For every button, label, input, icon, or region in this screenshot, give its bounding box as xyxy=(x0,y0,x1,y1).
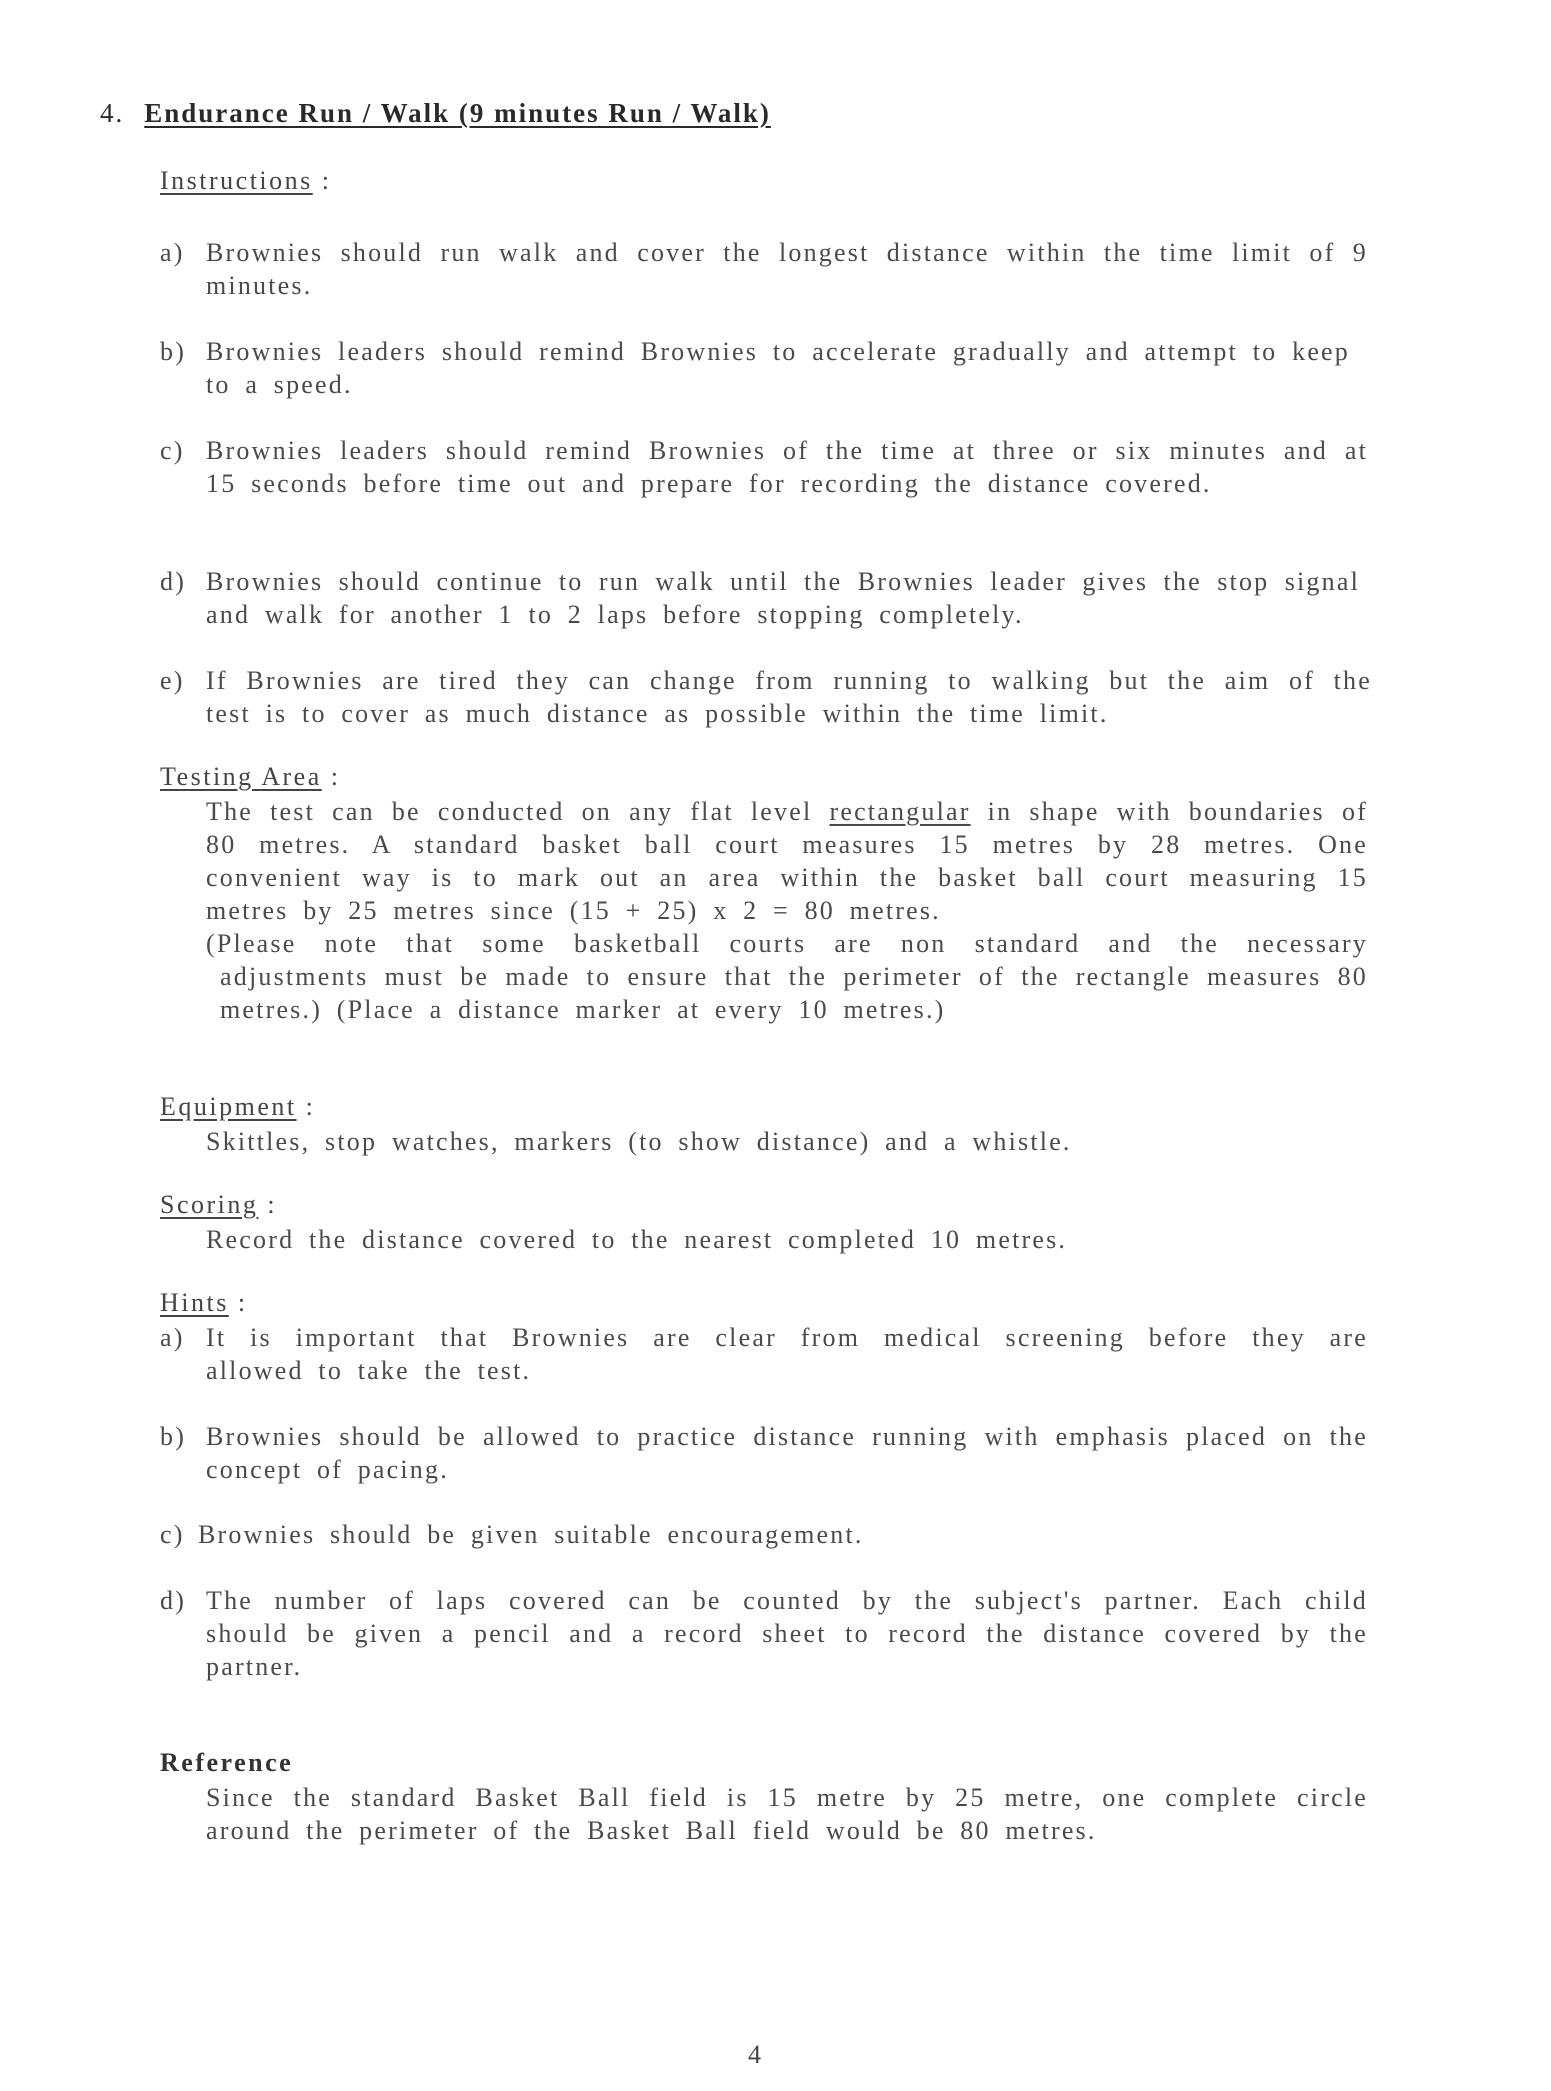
scoring-label: Scoring : xyxy=(160,1190,278,1219)
hint-item-b xyxy=(160,1420,1368,1490)
scoring-text: Record the distance covered to the nearest completed 10 metres. xyxy=(206,1225,1068,1254)
item-text: Brownies leaders should remind Brownies to accelerate gradually and attempt to keep to a speed. xyxy=(206,337,1350,399)
instruction-item-b xyxy=(160,335,1350,405)
testing-area-note: (Please note that some basketball courts are non standard and the necessary adjustments must be made to ensure that the perimeter of the rectangle measures 80 metres.) (Place a distance marker at every 10 metres.) xyxy=(206,929,1368,1024)
item-text: Brownies should be given suitable encouragement. xyxy=(198,1520,864,1549)
item-marker: b) xyxy=(160,1422,187,1451)
section-title: Endurance Run / Walk (9 minutes Run / Walk) xyxy=(144,98,771,128)
reference-label: Reference xyxy=(160,1748,294,1777)
equipment-label: Equipment : xyxy=(160,1092,316,1121)
item-marker: c) xyxy=(160,436,185,465)
item-text: Brownies should be allowed to practice distance running with emphasis placed on the concept of pacing. xyxy=(206,1422,1368,1484)
item-marker: b) xyxy=(160,337,187,366)
item-text: Brownies leaders should remind Brownies of the time at three or six minutes and at 15 seconds before time out and prepare for recording the distance covered. xyxy=(206,436,1368,498)
item-text: The number of laps covered can be counted by the subject's partner. Each child should be given a pencil and a record sheet to record the distance covered by the partner. xyxy=(206,1586,1368,1681)
item-marker: c) xyxy=(160,1520,185,1549)
item-text: It is important that Brownies are clear from medical screening before they are allowed to take the test. xyxy=(206,1323,1368,1385)
item-marker: a) xyxy=(160,1323,185,1352)
item-marker: a) xyxy=(160,238,185,267)
rectangular-underlined: rectangular xyxy=(829,797,971,826)
testing-area-text: The test can be conducted on any flat level rectangular in shape with boundaries of 80 metres. A standard basket ball court measures 15 metres by 28 metres. One convenient way is to mark out an area within the basket ball court measuring 15 metres by 25 metres since (15 + 25) x 2 = 80 metres. xyxy=(206,797,1368,925)
instruction-item-c xyxy=(160,434,1368,539)
item-text: Brownies should continue to run walk until the Brownies leader gives the stop signal and walk for another 1 to 2 laps before stopping completely. xyxy=(206,567,1360,629)
equipment-text: Skittles, stop watches, markers (to show distance) and a whistle. xyxy=(206,1127,1072,1156)
reference-text: Since the standard Basket Ball field is 15 metre by 25 metre, one complete circle around the perimeter of the Basket Ball field would be 80 metres. xyxy=(206,1783,1368,1845)
testing-area-label: Testing Area : xyxy=(160,762,341,791)
hint-item-d xyxy=(160,1584,1368,1689)
page-number: 4 xyxy=(748,2040,761,2069)
hints-label: Hints : xyxy=(160,1288,248,1317)
hint-item-a xyxy=(160,1321,1368,1391)
item-text: Brownies should run walk and cover the longest distance within the time limit of 9 minutes. xyxy=(206,238,1368,300)
item-marker: d) xyxy=(160,1586,187,1615)
item-text: If Brownies are tired they can change from running to walking but the aim of the test is to cover as much distance as possible within the time limit. xyxy=(206,666,1372,728)
instruction-item-e xyxy=(160,664,1372,734)
section-number: 4. xyxy=(100,98,125,128)
item-marker: d) xyxy=(160,567,187,596)
instructions-label: Instructions : xyxy=(160,166,332,195)
testing-area-description xyxy=(206,795,1368,1026)
item-marker: e) xyxy=(160,666,185,695)
instruction-item-d xyxy=(160,565,1360,635)
section-heading xyxy=(100,98,771,129)
instruction-item-a xyxy=(160,236,1368,306)
hint-item-c xyxy=(160,1518,1368,1554)
